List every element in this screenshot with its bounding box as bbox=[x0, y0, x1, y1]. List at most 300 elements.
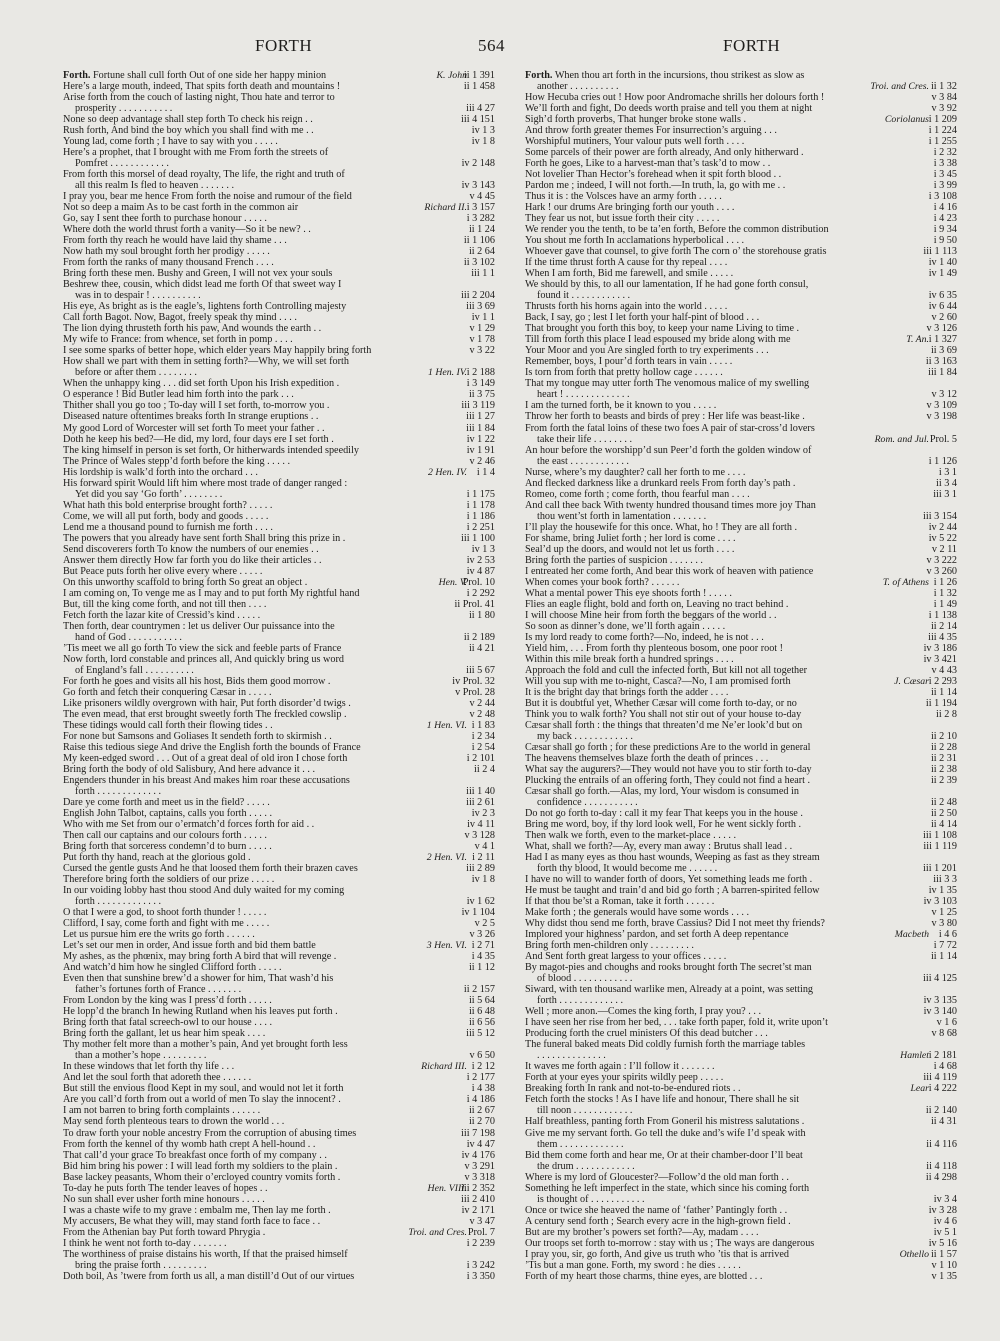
entry-line bbox=[525, 742, 957, 753]
act-scene-line-reference: iii 5 12 bbox=[466, 1028, 495, 1040]
quotation-text: Go forth and fetch their conquering Cæsar in . . . . . bbox=[63, 686, 272, 698]
act-scene-line-reference: ii 4 31 bbox=[930, 1116, 957, 1128]
quotation-text: And let the soul forth that adoreth thee . . . . . . bbox=[63, 1072, 252, 1084]
act-scene-line-reference: iii 1 84 bbox=[466, 422, 495, 434]
quotation-text: found it . . . . . . . . . . . . bbox=[537, 290, 631, 302]
act-scene-line-reference: i 2 101 bbox=[466, 752, 495, 764]
act-scene-line-reference: v 2 48 bbox=[469, 708, 495, 720]
quotation-text: take their life . . . . . . . . bbox=[537, 433, 633, 445]
play-title: Hen. V. bbox=[438, 576, 467, 588]
quotation-text: Bring forth these men. Bushy and Green, I will not vex your souls bbox=[63, 268, 333, 280]
entry-line bbox=[63, 1050, 495, 1061]
entry-line bbox=[63, 632, 495, 643]
quotation-text: These tidings would call forth their flowing tides . . bbox=[63, 719, 273, 731]
act-scene-line-reference: v 1 78 bbox=[469, 334, 495, 346]
act-scene-line-reference: Prol. 10 bbox=[462, 576, 495, 588]
act-scene-line-reference: i 2 251 bbox=[466, 521, 495, 533]
act-scene-line-reference: i 1 49 bbox=[933, 598, 957, 610]
quotation-text: English John Talbot, captains, calls you forth . . . . . bbox=[63, 808, 273, 820]
act-scene-line-reference: i 2 177 bbox=[466, 1072, 495, 1084]
quotation-text: I pray you, sir, go forth, And give us truth who ’tis that is arrived bbox=[525, 1248, 789, 1260]
quotation-text: My keen-edged sword . . . Out of a great deal of old iron I chose forth bbox=[63, 752, 348, 764]
act-scene-line-reference: i 4 68 bbox=[933, 1061, 957, 1073]
act-scene-line-reference: iii 1 40 bbox=[466, 786, 495, 798]
entry-line bbox=[525, 511, 957, 522]
entry-line bbox=[63, 92, 495, 103]
play-title: Coriolanus bbox=[884, 114, 929, 126]
quotation-text: Half breathless, panting forth From Goneril his mistress salutations . bbox=[525, 1116, 805, 1128]
play-title: K. John bbox=[436, 70, 467, 81]
entry-line bbox=[525, 753, 957, 764]
act-scene-line-reference: iii 2 352 bbox=[461, 1182, 495, 1194]
entry-line bbox=[63, 533, 495, 544]
act-scene-line-reference: ii 3 69 bbox=[930, 345, 957, 357]
entry-line bbox=[525, 852, 957, 863]
entry-line bbox=[525, 356, 957, 367]
act-scene-line-reference: ii 1 14 bbox=[930, 951, 957, 963]
entry-line bbox=[525, 764, 957, 775]
entry-line bbox=[63, 918, 495, 929]
entry-line bbox=[525, 1183, 957, 1194]
entry-line bbox=[63, 775, 495, 786]
entry-line bbox=[525, 610, 957, 621]
entry-line bbox=[525, 114, 957, 125]
quotation-text: Therefore bring forth the soldiers of our prize . . . . . bbox=[63, 874, 275, 886]
entry-line bbox=[63, 962, 495, 973]
quotation-text: bring the praise forth . . . . . . . . . bbox=[75, 1259, 207, 1271]
act-scene-line-reference: iv 3 28 bbox=[928, 1204, 957, 1216]
act-scene-line-reference: iii 7 198 bbox=[461, 1127, 495, 1139]
quotation-text: Young lad, come forth ; I have to say with you . . . . . bbox=[63, 136, 278, 148]
act-scene-line-reference: ii 2 140 bbox=[925, 1105, 957, 1117]
entry-line bbox=[63, 973, 495, 984]
act-scene-line-reference: ii 2 67 bbox=[468, 1105, 495, 1117]
entry-line bbox=[525, 874, 957, 885]
act-scene-line-reference: iii 2 89 bbox=[466, 863, 495, 875]
quotation-text: And flecked darkness like a drunkard reels From forth day’s path . bbox=[525, 477, 796, 489]
quotation-text: Once or twice she heaved the name of ‘father’ Pantingly forth . . bbox=[525, 1204, 788, 1216]
quotation-text: If the time thrust forth A cause for thy repeal . . . . bbox=[525, 257, 728, 269]
quotation-text: From forth the ranks of many thousand French . . . . bbox=[63, 257, 274, 269]
quotation-text: before or after them . . . . . . . . bbox=[75, 367, 197, 379]
entry-line bbox=[63, 147, 495, 158]
quotation-text: Throw her forth to beasts and birds of prey : Her life was beast-like . bbox=[525, 411, 805, 423]
quotation-text: Approach the fold and cull the infected forth, But kill not all together bbox=[525, 664, 808, 676]
act-scene-line-reference: v 3 318 bbox=[464, 1171, 495, 1183]
entry-line bbox=[63, 742, 495, 753]
quotation-text: How shall we part with them in setting forth?—Why, we will set forth bbox=[63, 356, 349, 368]
entry-line bbox=[63, 70, 495, 81]
act-scene-line-reference: iv 6 35 bbox=[928, 290, 957, 302]
quotation-text: I pray you, bear me hence From forth the noise and rumour of the field bbox=[63, 191, 352, 203]
quotation-text: Let us pursue him ere the writs go forth . . . . . . bbox=[63, 929, 255, 941]
act-scene-line-reference: ii 2 189 bbox=[463, 631, 495, 643]
act-scene-line-reference: v 1 25 bbox=[931, 907, 957, 919]
entry-line bbox=[525, 423, 957, 434]
entry-line bbox=[63, 698, 495, 709]
play-title: 2 Hen. IV. bbox=[427, 466, 467, 478]
entry-line bbox=[63, 202, 495, 213]
entry-line bbox=[63, 665, 495, 676]
quotation-text: A century send forth ; Search every acre in the high-grown field . bbox=[525, 1215, 791, 1227]
entry-line bbox=[63, 257, 495, 268]
quotation-text: I see some sparks of better hope, which elder years May happily bring forth bbox=[63, 345, 372, 357]
quotation-text: My ashes, as the phœnix, may bring forth A bird that will revenge . bbox=[63, 951, 337, 963]
quotation-text: Yield him, . . . From forth thy plenteous bosom, one poor root ! bbox=[525, 642, 784, 654]
act-scene-line-reference: iii 4 151 bbox=[461, 114, 495, 126]
act-scene-line-reference: i 1 178 bbox=[466, 499, 495, 511]
act-scene-line-reference: i 4 16 bbox=[933, 202, 957, 214]
act-scene-line-reference: iii 1 27 bbox=[466, 411, 495, 423]
quotation-text: If that thou be’st a Roman, take it forth . . . . . . bbox=[525, 896, 715, 908]
act-scene-line-reference: iv 1 22 bbox=[466, 433, 495, 445]
quotation-text: Who with me Set from our o’ermatch’d forces forth for aid . . bbox=[63, 819, 315, 831]
quotation-text: Is my lord ready to come forth?—No, indeed, he is not . . . bbox=[525, 631, 764, 643]
act-scene-line-reference: v 3 84 bbox=[931, 92, 957, 104]
quotation-text: And Sent forth great largess to your offices . . . . . bbox=[525, 951, 727, 963]
quotation-text: Forth. Fortune shall cull forth Out of one side her happy minion bbox=[63, 70, 327, 81]
entry-line bbox=[525, 411, 957, 422]
act-scene-line-reference: v 2 44 bbox=[469, 697, 495, 709]
quotation-text: Worshipful mutiners, Your valour puts well forth . . . . bbox=[525, 136, 745, 148]
quotation-text: my back . . . . . . . . . . . . bbox=[537, 730, 633, 742]
quotation-text: thou went’st forth in lamentation . . . . . . . bbox=[537, 510, 707, 522]
entry-line bbox=[525, 1006, 957, 1017]
quotation-text: And watch’d him how he singled Clifford forth . . . . . bbox=[63, 962, 282, 974]
entry-line bbox=[63, 555, 495, 566]
quotation-text: ’Tis meet we all go forth To view the sick and feeble parts of France bbox=[63, 642, 342, 654]
quotation-text: That my tongue may utter forth The venomous malice of my swelling bbox=[525, 378, 810, 390]
entry-line bbox=[525, 1249, 957, 1260]
entry-line bbox=[525, 1260, 957, 1271]
act-scene-line-reference: iv 1 40 bbox=[928, 257, 957, 269]
entry-line bbox=[63, 676, 495, 687]
act-scene-line-reference: i 2 292 bbox=[466, 587, 495, 599]
entry-line bbox=[63, 1128, 495, 1139]
quotation-text: Like prisoners wildly overgrown with hair, Put forth disorder’d twigs . bbox=[63, 697, 351, 709]
quotation-text: I entreated her come forth, And bear this work of heaven with patience bbox=[525, 565, 814, 577]
entry-line bbox=[525, 246, 957, 257]
act-scene-line-reference: ii 1 80 bbox=[468, 609, 495, 621]
entry-line bbox=[63, 819, 495, 830]
entry-line bbox=[63, 1139, 495, 1150]
entry-line bbox=[63, 577, 495, 588]
entry-line bbox=[63, 1216, 495, 1227]
entry-line bbox=[63, 1094, 495, 1105]
entry-line bbox=[63, 1238, 495, 1249]
entry-line bbox=[525, 709, 957, 720]
quotation-text: The heavens themselves blaze forth the death of princes . . . bbox=[525, 752, 769, 764]
act-scene-line-reference: i 3 157 bbox=[466, 202, 495, 214]
quotation-text: Remember, boys, I pour’d forth tears in vain . . . . . bbox=[525, 356, 733, 368]
quotation-text: confidence . . . . . . . . . . . bbox=[537, 797, 638, 809]
act-scene-line-reference: i 4 38 bbox=[471, 1083, 495, 1095]
act-scene-line-reference: v 2 60 bbox=[931, 312, 957, 324]
quotation-text: father’s fortunes forth of France . . . . . . . bbox=[75, 984, 242, 996]
quotation-text: Where doth the world thrust forth a vanity—So it be new? . . bbox=[63, 224, 311, 236]
act-scene-line-reference: v 1 29 bbox=[469, 323, 495, 335]
act-scene-line-reference: v 4 1 bbox=[474, 841, 495, 853]
entry-line bbox=[63, 169, 495, 180]
entry-line bbox=[63, 621, 495, 632]
entry-line bbox=[63, 841, 495, 852]
act-scene-line-reference: ii Prol. 41 bbox=[454, 598, 495, 610]
entry-line bbox=[525, 643, 957, 654]
quotation-text: Forth. When thou art forth in the incursions, thou strikest as slow as bbox=[525, 70, 805, 81]
act-scene-line-reference: iii 3 119 bbox=[461, 400, 495, 412]
quotation-text: In our voiding lobby hast thou stood And duly waited for my coming bbox=[63, 885, 345, 897]
act-scene-line-reference: iv 4 11 bbox=[467, 819, 495, 831]
quotation-text: till noon . . . . . . . . . . . . bbox=[537, 1105, 633, 1117]
entry-line bbox=[63, 709, 495, 720]
quotation-text: Producing forth the cruel ministers Of this dead butcher . . . bbox=[525, 1028, 768, 1040]
act-scene-line-reference: iii 1 100 bbox=[461, 532, 495, 544]
quotation-text: Flies an eagle flight, bold and forth on, Leaving no tract behind . bbox=[525, 598, 789, 610]
quotation-text: Something he left imperfect in the state, which since his coming forth bbox=[525, 1182, 810, 1194]
entry-line bbox=[63, 334, 495, 345]
quotation-text: I am the turned forth, be it known to you . . . . . bbox=[525, 400, 717, 412]
act-scene-line-reference: v 1 35 bbox=[931, 1270, 957, 1282]
quotation-text: I am not barren to bring forth complaints . . . . . . bbox=[63, 1105, 261, 1117]
quotation-text: Think you to walk forth? You shall not stir out of your house to-day bbox=[525, 708, 802, 720]
entry-line bbox=[63, 940, 495, 951]
entry-line bbox=[525, 1139, 957, 1150]
quotation-text: Sigh’d forth proverbs, That hunger broke stone walls . bbox=[525, 114, 747, 126]
entry-line bbox=[525, 334, 957, 345]
quotation-text: His forward spirit Would lift him where most trade of danger ranged : bbox=[63, 477, 348, 489]
quotation-text: The funeral baked meats Did coldly furnish forth the marriage tables bbox=[525, 1039, 806, 1051]
quotation-text: Bring forth that fatal screech-owl to our house . . . . bbox=[63, 1017, 273, 1029]
entry-line bbox=[525, 665, 957, 676]
act-scene-line-reference: iii 1 84 bbox=[928, 367, 957, 379]
act-scene-line-reference: ii 2 8 bbox=[936, 708, 957, 720]
entry-line bbox=[63, 81, 495, 92]
quotation-text: Pomfret . . . . . . . . . . . . bbox=[75, 158, 169, 170]
act-scene-line-reference: v 4 45 bbox=[469, 191, 495, 203]
act-scene-line-reference: Prol. 7 bbox=[467, 1226, 495, 1238]
entry-line bbox=[525, 312, 957, 323]
entry-line bbox=[525, 819, 957, 830]
entry-line bbox=[525, 863, 957, 874]
act-scene-line-reference: v 3 47 bbox=[469, 1215, 495, 1227]
entry-line bbox=[525, 434, 957, 445]
entry-line bbox=[525, 400, 957, 411]
act-scene-line-reference: iii 1 113 bbox=[923, 246, 957, 258]
act-scene-line-reference: i 1 175 bbox=[466, 488, 495, 500]
entry-line bbox=[525, 1271, 957, 1282]
quotation-text: Arise forth from the couch of lasting night, Thou hate and terror to bbox=[63, 92, 335, 104]
act-scene-line-reference: ii 3 102 bbox=[463, 257, 495, 269]
quotation-text: Romeo, come forth ; come forth, thou fearful man . . . . bbox=[525, 488, 750, 500]
quotation-text: I think he went not forth to-day . . . . . . . bbox=[63, 1237, 227, 1249]
entry-line bbox=[525, 323, 957, 334]
act-scene-line-reference: v 2 46 bbox=[469, 455, 495, 467]
entry-line bbox=[525, 445, 957, 456]
act-scene-line-reference: i 1 224 bbox=[928, 125, 957, 137]
play-title: Richard III. bbox=[421, 1061, 467, 1073]
quotation-text: the drum . . . . . . . . . . . . bbox=[537, 1160, 635, 1172]
entry-line bbox=[525, 367, 957, 378]
entry-line bbox=[63, 103, 495, 114]
quotation-text: Thrusts forth his horns again into the world . . . . . bbox=[525, 301, 728, 313]
entry-line bbox=[525, 951, 957, 962]
quotation-text: Bring me word, boy, if thy lord look well, For he went sickly forth . bbox=[525, 819, 802, 831]
quotation-text: Seal’d up the doors, and would not let us forth . . . . bbox=[525, 543, 735, 555]
act-scene-line-reference: i 3 99 bbox=[933, 180, 957, 192]
quotation-text: For none but Samsons and Goliases It sendeth forth to skirmish . . bbox=[63, 730, 332, 742]
act-scene-line-reference: iv 2 148 bbox=[461, 158, 495, 170]
entry-line bbox=[63, 224, 495, 235]
entry-line bbox=[63, 830, 495, 841]
entry-line bbox=[63, 687, 495, 698]
play-title: Hamlet bbox=[900, 1050, 929, 1062]
act-scene-line-reference: i 1 327 bbox=[928, 334, 957, 346]
entry-line bbox=[63, 1072, 495, 1083]
entry-line bbox=[63, 885, 495, 896]
entry-line bbox=[63, 797, 495, 808]
quotation-text: Is torn from forth that pretty hollow cage . . . . . . bbox=[525, 367, 723, 379]
entry-line bbox=[525, 202, 957, 213]
play-title: Macbeth bbox=[894, 929, 929, 941]
quotation-text: forth . . . . . . . . . . . . . bbox=[75, 786, 162, 798]
quotation-text: His eye, As bright as is the eagle’s, lightens forth Controlling majesty bbox=[63, 301, 347, 313]
act-scene-line-reference: v 1 6 bbox=[936, 1017, 957, 1029]
act-scene-line-reference: i 1 186 bbox=[466, 510, 495, 522]
act-scene-line-reference: i 1 26 bbox=[933, 576, 957, 588]
entry-line bbox=[525, 467, 957, 478]
act-scene-line-reference: iv 6 44 bbox=[928, 301, 957, 313]
entry-line bbox=[63, 1017, 495, 1028]
quotation-text: I have no will to wander forth of doors, Yet something leads me forth . bbox=[525, 874, 813, 886]
entry-line bbox=[63, 599, 495, 610]
act-scene-line-reference: iv 1 104 bbox=[461, 907, 495, 919]
quotation-text: The king himself in person is set forth, Or hitherwards intended speedily bbox=[63, 444, 359, 456]
entry-line bbox=[525, 125, 957, 136]
play-title: T. An. bbox=[906, 334, 929, 346]
entry-line bbox=[525, 808, 957, 819]
quotation-text: Pardon me ; indeed, I will not forth.—In truth, la, go with me . . bbox=[525, 180, 786, 192]
entry-line bbox=[525, 456, 957, 467]
play-title: 1 Hen. VI. bbox=[426, 719, 467, 731]
quotation-text: Hark ! our drums Are bringing forth our youth . . . . bbox=[525, 202, 735, 214]
entry-line bbox=[525, 1238, 957, 1249]
entry-line bbox=[63, 411, 495, 422]
quotation-text: The even mead, that erst brought sweetly forth The freckled cowslip . bbox=[63, 708, 347, 720]
entry-line bbox=[63, 1116, 495, 1127]
quotation-text: He lopp’d the branch In hewing Rutland when his leaves put forth . bbox=[63, 1006, 338, 1018]
act-scene-line-reference: iv 4 6 bbox=[933, 1215, 957, 1227]
act-scene-line-reference: i 1 138 bbox=[928, 609, 957, 621]
quotation-text: the east . . . . . . . . . . . . bbox=[537, 455, 629, 467]
quotation-text: Forth he goes, Like to a harvest-man that’s task’d to mow . . bbox=[525, 158, 771, 170]
quotation-text: But, till the king come forth, and not till then . . . . bbox=[63, 598, 267, 610]
act-scene-line-reference: i 4 35 bbox=[471, 951, 495, 963]
act-scene-line-reference: iv 2 53 bbox=[466, 554, 495, 566]
act-scene-line-reference: v 3 80 bbox=[931, 918, 957, 930]
act-scene-line-reference: iii 3 3 bbox=[933, 874, 957, 886]
quotation-text: You shout me forth In acclamations hyperbolical . . . . bbox=[525, 235, 745, 247]
entry-line bbox=[525, 1116, 957, 1127]
entry-line bbox=[63, 367, 495, 378]
quotation-text: forth thy blood, It would become me . . . . . . bbox=[537, 863, 718, 875]
quotation-text: But it is doubtful yet, Whether Cæsar will come forth to-day, or no bbox=[525, 697, 797, 709]
quotation-text: The lion dying thrusteth forth his paw, And wounds the earth . . bbox=[63, 323, 322, 335]
entry-line bbox=[63, 522, 495, 533]
act-scene-line-reference: ii 3 163 bbox=[925, 356, 957, 368]
entry-line bbox=[525, 92, 957, 103]
entry-line bbox=[525, 1150, 957, 1161]
act-scene-line-reference: ii 1 194 bbox=[925, 697, 957, 709]
entry-line bbox=[63, 1194, 495, 1205]
act-scene-line-reference: i 4 186 bbox=[466, 1094, 495, 1106]
entry-line bbox=[525, 555, 957, 566]
act-scene-line-reference: i 3 1 bbox=[938, 466, 957, 478]
quotation-text: Till from forth this place I lead espoused my bride along with me bbox=[525, 334, 791, 346]
entry-line bbox=[525, 301, 957, 312]
quotation-text: From London by the king was I press’d forth . . . . . bbox=[63, 995, 272, 1007]
entry-line bbox=[525, 1083, 957, 1094]
entry-line bbox=[63, 191, 495, 202]
act-scene-line-reference: v 2 11 bbox=[931, 543, 957, 555]
quotation-text: Why didst thou send me forth, brave Cassius? Did I not meet thy friends? bbox=[525, 918, 825, 930]
act-scene-line-reference: iii 1 1 bbox=[471, 268, 495, 280]
entry-line bbox=[525, 180, 957, 191]
quotation-text: We should by this, to all our lamentation, If he had gone forth consul, bbox=[525, 279, 809, 291]
entry-line bbox=[63, 1205, 495, 1216]
act-scene-line-reference: iv 1 8 bbox=[471, 874, 495, 886]
headword: Forth. bbox=[525, 70, 553, 81]
quotation-text: Dare ye come forth and meet us in the field? . . . . . bbox=[63, 797, 270, 809]
act-scene-line-reference: iv 4 47 bbox=[466, 1138, 495, 1150]
running-head-left: FORTH bbox=[255, 36, 313, 55]
entry-line bbox=[525, 533, 957, 544]
entry-line bbox=[63, 610, 495, 621]
act-scene-line-reference: ii 3 75 bbox=[468, 389, 495, 401]
act-scene-line-reference: iii 1 201 bbox=[923, 863, 957, 875]
entry-line bbox=[525, 1161, 957, 1172]
act-scene-line-reference: i 2 11 bbox=[472, 852, 495, 864]
act-scene-line-reference: iv 3 103 bbox=[923, 896, 957, 908]
entry-line bbox=[525, 1017, 957, 1028]
quotation-text: Base lackey peasants, Whom their o’ercloyed country vomits forth . bbox=[63, 1171, 341, 1183]
entry-line bbox=[525, 687, 957, 698]
quotation-text: Yet did you say ‘Go forth’ . . . . . . . . bbox=[75, 488, 223, 500]
entry-line bbox=[525, 345, 957, 356]
entry-line bbox=[63, 400, 495, 411]
quotation-text: Bring forth the gallant, let us hear him speak . . . . bbox=[63, 1028, 266, 1040]
act-scene-line-reference: iii 2 410 bbox=[461, 1193, 495, 1205]
entry-line bbox=[525, 929, 957, 940]
act-scene-line-reference: ii 1 57 bbox=[930, 1248, 957, 1260]
act-scene-line-reference: i 1 32 bbox=[933, 587, 957, 599]
quotation-text: than a mother’s hope . . . . . . . . . bbox=[75, 1050, 207, 1062]
quotation-text: Lend me a thousand pound to furnish me forth . . . . bbox=[63, 521, 273, 533]
entry-line bbox=[63, 125, 495, 136]
act-scene-line-reference: ii 1 14 bbox=[930, 686, 957, 698]
entry-line bbox=[525, 1205, 957, 1216]
quotation-text: May send forth plenteous tears to drown the world . . . bbox=[63, 1116, 285, 1128]
quotation-text: But Peace puts forth her olive every where . . . . . bbox=[63, 565, 263, 577]
act-scene-line-reference: i 1 209 bbox=[928, 114, 957, 126]
act-scene-line-reference: i 1 4 bbox=[476, 466, 495, 478]
entry-line bbox=[525, 224, 957, 235]
quotation-text: They fear us not, but issue forth their city . . . . . bbox=[525, 213, 720, 225]
entry-line bbox=[63, 544, 495, 555]
act-scene-line-reference: i 2 32 bbox=[933, 147, 957, 159]
quotation-text: The worthiness of praise distains his worth, If that the praised himself bbox=[63, 1248, 348, 1260]
entry-line bbox=[525, 632, 957, 643]
entry-line bbox=[63, 301, 495, 312]
